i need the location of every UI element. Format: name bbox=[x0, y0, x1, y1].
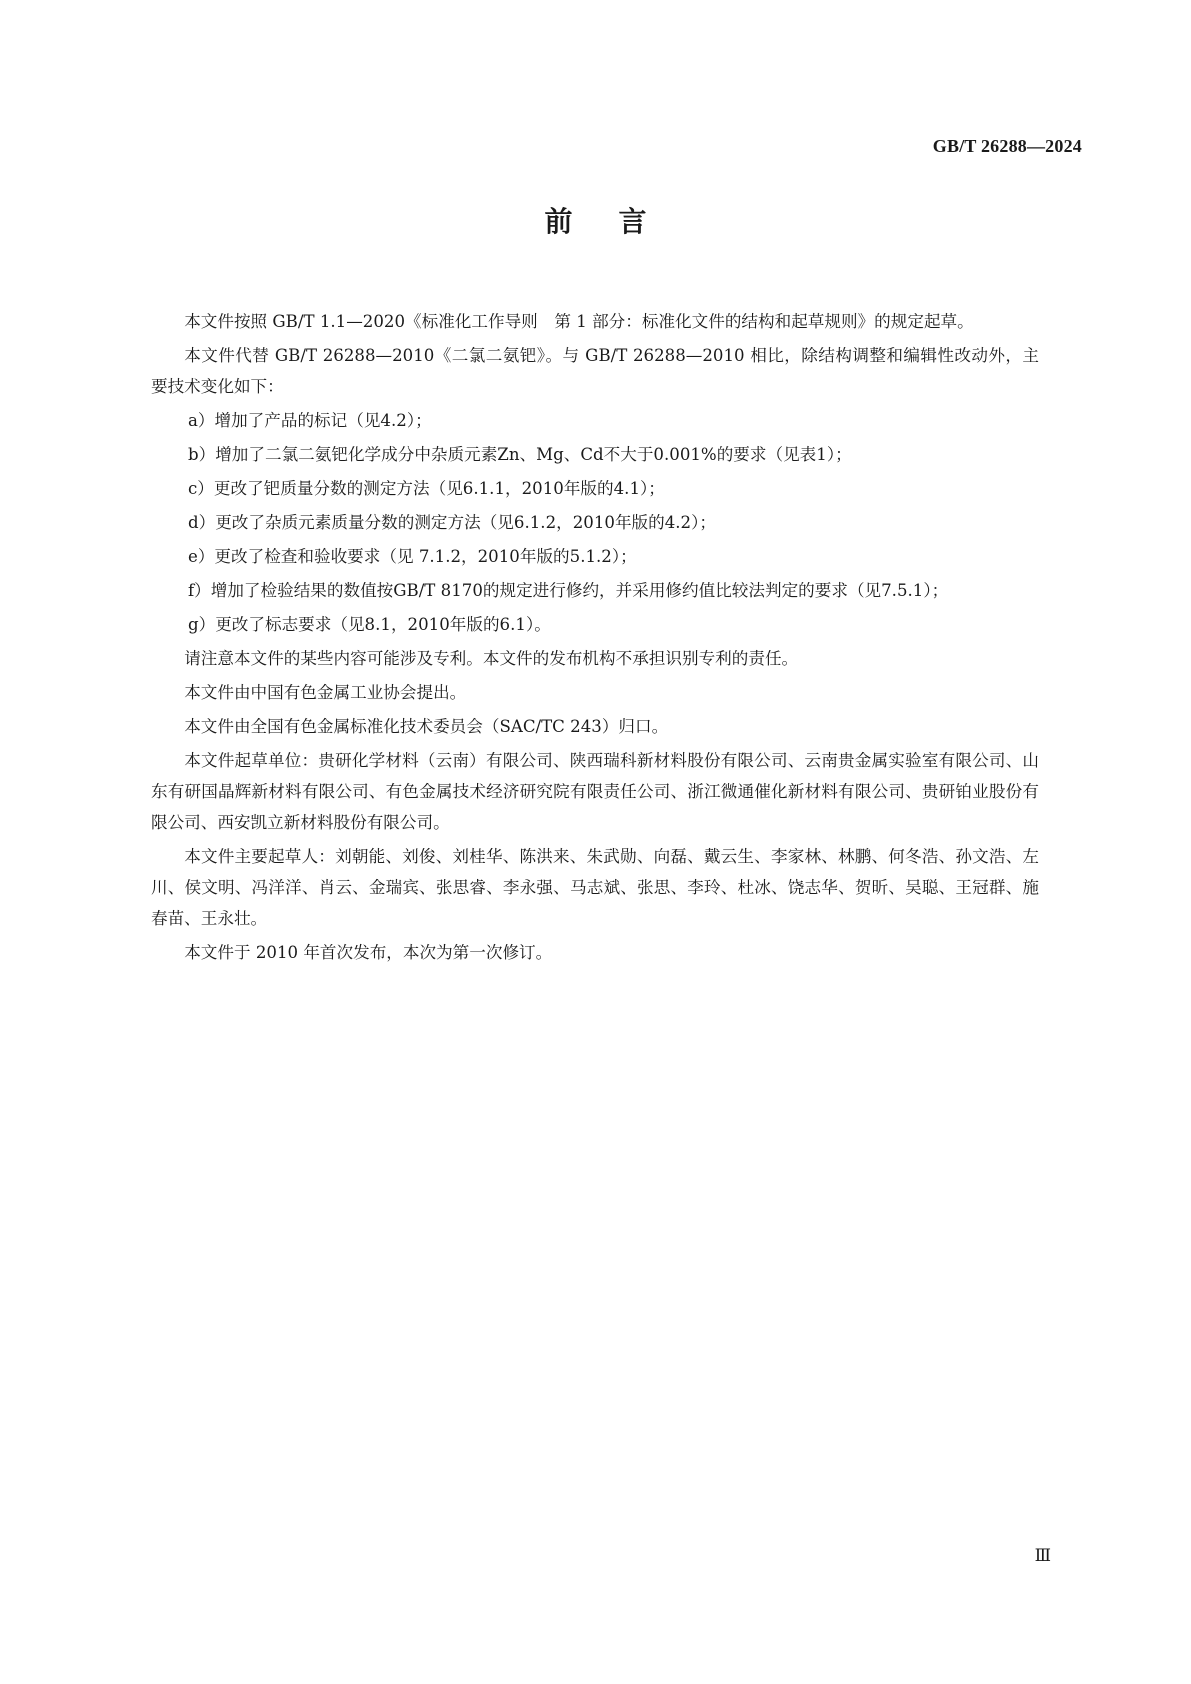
paragraph-proposer: 本文件由中国有色金属工业协会提出。 bbox=[184, 683, 467, 702]
paragraph-drafters: 本文件主要起草人：刘朝能、刘俊、刘桂华、陈洪来、朱武勋、向磊、戴云生、李家林、林鹏、何冬浩、孙文浩、左川、侯文明、冯洋洋、肖云、金瑞宾、张思睿、李永强、马志斌、张思、李玲、杜冰、饶志华、贺昕、吴聪、王冠群、施春苗、王永壮。 bbox=[151, 847, 1039, 928]
paragraph-drafting-rules: 本文件按照 GB/T 1.1—2020《标准化工作导则 第 1 部分：标准化文件的结构和起草规则》的规定起草。 bbox=[184, 312, 974, 331]
paragraph-drafting-units: 本文件起草单位：贵研化学材料（云南）有限公司、陕西瑞科新材料股份有限公司、云南贵金属实验室有限公司、山东有研国晶辉新材料有限公司、有色金属技术经济研究院有限责任公司、浙江微通催化新材料有限公司、贵研铂业股份有限公司、西安凯立新材料股份有限公司。 bbox=[151, 751, 1039, 832]
change-item-f: f）增加了检验结果的数值按GB/T 8170的规定进行修约，并采用修约值比较法判定的要求（见7.5.1）； bbox=[188, 581, 949, 600]
change-item-a: a）增加了产品的标记（见4.2）； bbox=[188, 411, 432, 430]
paragraph-replacement: 本文件代替 GB/T 26288—2010《二氯二氨钯》。与 GB/T 26288—2010 相比，除结构调整和编辑性改动外，主要技术变化如下： bbox=[151, 346, 1039, 396]
change-item-b: b）增加了二氯二氨钯化学成分中杂质元素Zn、Mg、Cd不大于0.001%的要求（见表1）； bbox=[188, 445, 852, 464]
change-item-e: e）更改了检查和验收要求（见 7.1.2，2010年版的5.1.2）； bbox=[188, 547, 637, 566]
change-item-c: c）更改了钯质量分数的测定方法（见6.1.1，2010年版的4.1）； bbox=[188, 479, 665, 498]
change-item-d: d）更改了杂质元素质量分数的测定方法（见6.1.2，2010年版的4.2）； bbox=[188, 513, 717, 532]
paragraph-technical-committee: 本文件由全国有色金属标准化技术委员会（SAC/TC 243）归口。 bbox=[184, 717, 669, 736]
paragraph-publication-history: 本文件于 2010 年首次发布，本次为第一次修订。 bbox=[184, 943, 553, 962]
page-title: 前言 bbox=[544, 205, 693, 238]
standard-code: GB/T 26288—2024 bbox=[932, 136, 1082, 156]
paragraph-patent-notice: 请注意本文件的某些内容可能涉及专利。本文件的发布机构不承担识别专利的责任。 bbox=[184, 649, 799, 668]
change-item-g: g）更改了标志要求（见8.1，2010年版的6.1）。 bbox=[188, 615, 551, 634]
document-body bbox=[151, 306, 1039, 971]
page-number: Ⅲ bbox=[1034, 1546, 1051, 1565]
